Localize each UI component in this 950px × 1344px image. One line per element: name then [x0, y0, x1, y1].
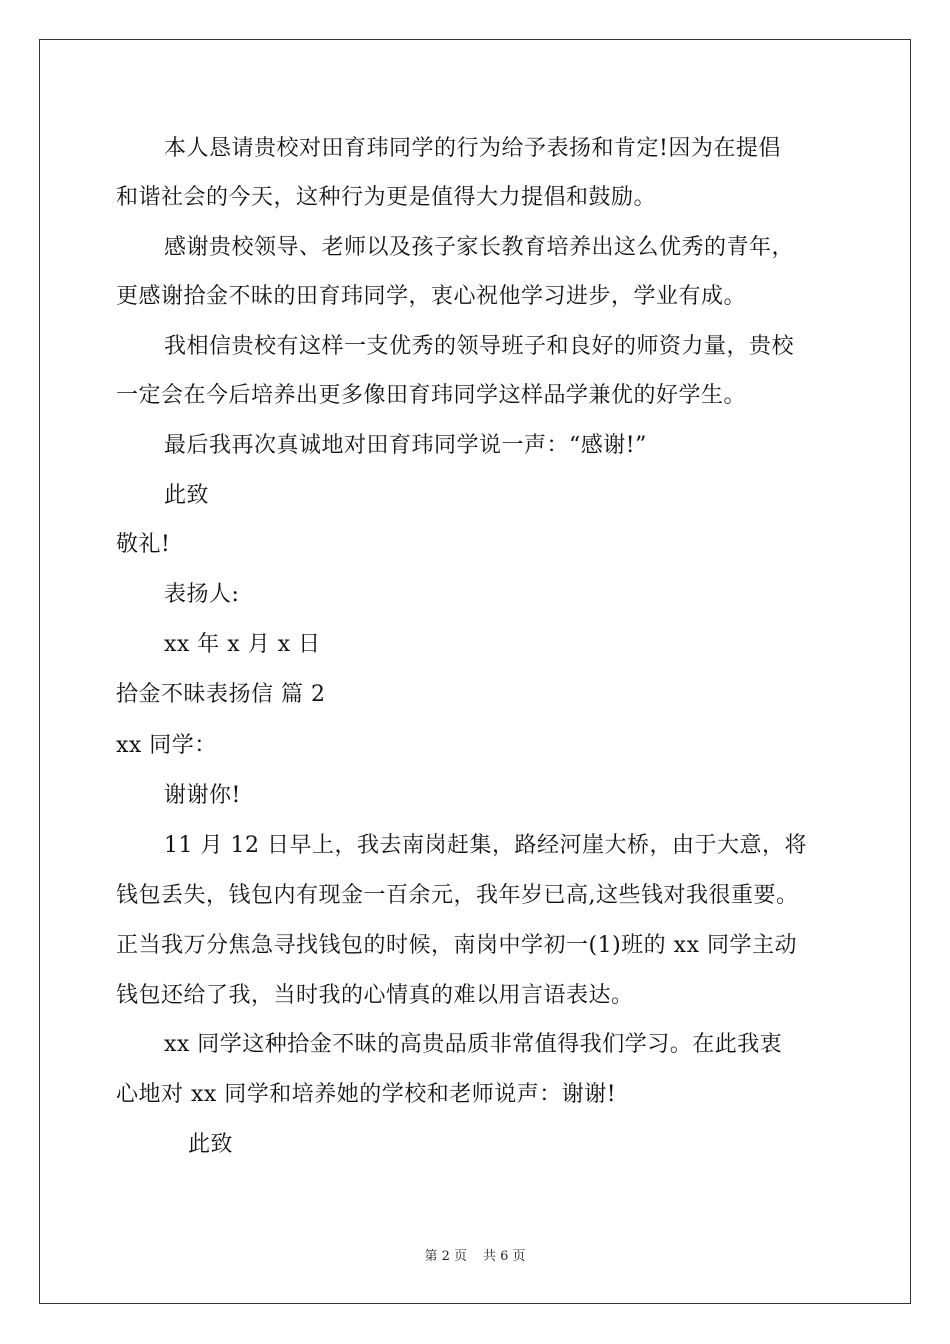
paragraph-line: 本人恳请贵校对田育玮同学的行为给予表扬和肯定!因为在提倡	[164, 136, 781, 161]
paragraph-line: 心地对 xx 同学和培养她的学校和老师说声：谢谢!	[116, 1082, 617, 1107]
greeting: xx 同学：	[116, 733, 217, 758]
page-number: 第 2 页	[424, 1249, 467, 1264]
paragraph-line: 最后我再次真诚地对田育玮同学说一声：“感谢!”	[164, 433, 647, 458]
closing-respect: 敬礼!	[116, 532, 171, 557]
date-line: xx 年 x 月 x 日	[164, 632, 321, 657]
paragraph-line: 谢谢你!	[164, 783, 241, 808]
paragraph-line: 更感谢拾金不昧的田育玮同学，衷心祝他学习进步，学业有成。	[116, 284, 747, 309]
page-footer	[0, 1248, 950, 1266]
paragraph-line: 一定会在今后培养出更多像田育玮同学这样品学兼优的好学生。	[116, 383, 747, 408]
paragraph-line: xx 同学这种拾金不昧的高贵品质非常值得我们学习。在此我衷	[164, 1032, 783, 1057]
closing-salutation: 此致	[164, 483, 210, 508]
paragraph-line: 正当我万分焦急寻找钱包的时候，南岗中学初一(1)班的 xx 同学主动	[116, 933, 797, 958]
paragraph-line: 钱包丢失，钱包内有现金一百余元，我年岁已高,这些钱对我很重要。	[116, 883, 799, 908]
signature-label: 表扬人:	[164, 582, 240, 607]
paragraph-line: 11 月 12 日早上，我去南岗赶集，路经河崖大桥，由于大意，将	[164, 833, 807, 858]
page-total: 共 6 页	[483, 1249, 526, 1264]
paragraph-line: 钱包还给了我，当时我的心情真的难以用言语表达。	[116, 983, 634, 1008]
paragraph-line: 感谢贵校领导、老师以及孩子家长教育培养出这么优秀的青年，	[164, 235, 795, 260]
page-border	[39, 39, 911, 1304]
section-heading: 拾金不昧表扬信 篇 2	[116, 682, 326, 707]
paragraph-line: 我相信贵校有这样一支优秀的领导班子和良好的师资力量，贵校	[164, 334, 795, 359]
closing-salutation: 此致	[188, 1132, 234, 1157]
paragraph-line: 和谐社会的今天，这种行为更是值得大力提倡和鼓励。	[116, 185, 657, 210]
